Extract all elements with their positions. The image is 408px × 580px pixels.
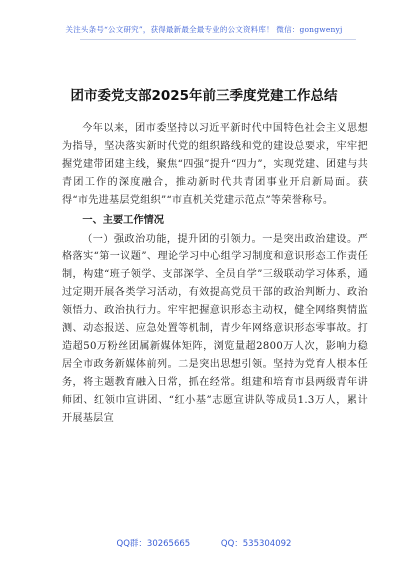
section-paragraph: （一）强政治功能，提升团的引领力。一是突出政治建设。严格落实“第一议题”、理论学习中心组学习制度和意识形态工作责任制，构建“班子领学、支部深学、全员自学”三级联动学习体系，通过定期开展各类学习活动，有效提高党员干部的政治判断力、政治领悟力、政治执行力。牢牢把握意识形态主动权，健全网络舆情监测、动态报送、应急处置等机制，青少年网络意识形态零事故。打造超50万粉丝团属新媒体矩阵，浏览量超2800万人次，影响力稳居全市政务新媒体前列。二是突出思想引领。坚持为党育人根本任务，将主题教育融入日常，抓在经常。组建和培育市县两级青年讲师团、红领巾宣讲团、“红小基”志愿宣讲队等成员1.3万人，累计开展基层宣	[62, 233, 368, 424]
footer-qq-group: QQ群：30265665	[116, 539, 191, 549]
footer-qq-contact: QQ：535304092	[220, 539, 292, 549]
section-heading: 一、主要工作情况	[82, 214, 164, 226]
document-title: 团市委党支部2025年前三季度党建工作总结	[70, 88, 338, 104]
header-divider	[80, 39, 356, 40]
footer-ad	[0, 537, 408, 549]
header-ad-text: 关注头条号“公文研究”，获得最新最全最专业的公文资料库！ 微信：gongwenyj	[65, 25, 343, 34]
document-body	[62, 120, 368, 428]
intro-paragraph: 今年以来，团市委坚持以习近平新时代中国特色社会主义思想为指导，坚决落实新时代党的组织路线和党的建设总要求，牢牢把握党建带团建主线，聚焦“四强”提升“四力”，实现党建、团建与共青团工作的深度融合，推动新时代共青团事业开启新局面。获得“市先进基层党组织”“市直机关党建示范点”等荣誉称号。	[62, 123, 368, 206]
